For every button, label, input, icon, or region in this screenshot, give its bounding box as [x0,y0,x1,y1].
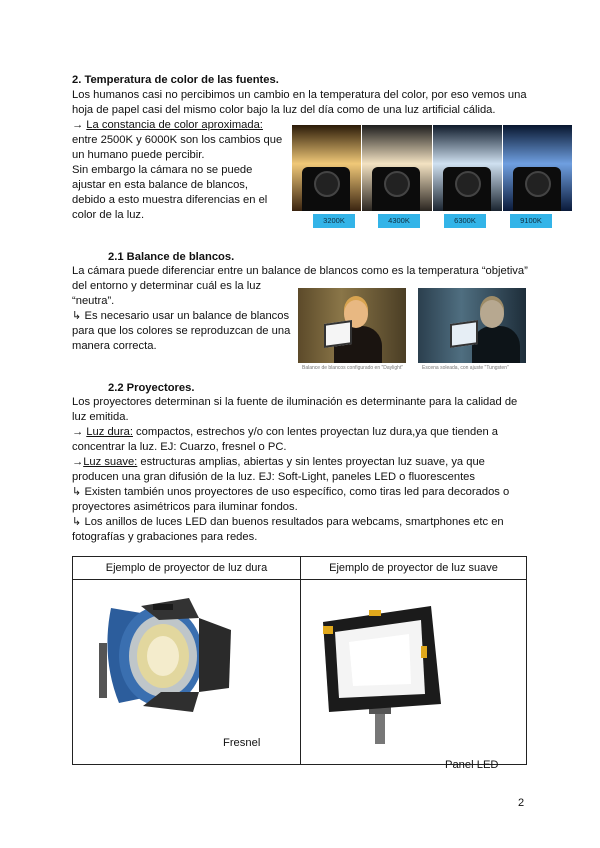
photo-daylight-balance [298,288,406,363]
table-header-soft: Ejemplo de proyector de luz suave [301,557,527,580]
paragraph-line: Los proyectores determinan si la fuente de iluminación es determinante para la calidad de [72,396,518,408]
bullet-label: La constancia de color aproximada: [86,119,263,131]
ct-label-6300: 6300K [444,214,486,228]
ct-label-9100: 9100K [510,214,552,228]
paragraph-line: Los humanos casi no percibimos un cambio en la temperatura del color, por eso vemos una [72,89,527,101]
section-heading-white-balance: 2.1 Balance de blancos. [108,251,235,263]
fresnel-light-image [81,588,241,728]
paragraph-line: debido a esto muestra diferencias en el [72,194,268,206]
paragraph-line: producen una gran difusión de la luz. EJ: Soft-Light, paneles LED o fluorescentes [72,471,476,483]
paragraph-line: color de la luz. [72,209,145,221]
paragraph-line: La cámara puede diferenciar entre un balance de blancos como es la temperatura “objetiva” [72,265,528,277]
ct-panel-9100 [503,125,572,211]
ct-label-4300: 4300K [378,214,420,228]
color-temperature-image [292,125,572,211]
arrow-glyph: → [72,456,84,468]
arrow-glyph: → [72,426,87,438]
paragraph-line: ajustar en esta balance de blancos, [72,179,249,191]
ct-label-3200: 3200K [313,214,355,228]
soft-light-label: Luz suave: [83,456,138,468]
paragraph-line: hoja de papel casi del mismo color bajo la luz del día como de una luz artificial cálida. [72,104,496,116]
paragraph-line: del entorno y determinar cuál es la luz [72,280,262,292]
table-cell-led-panel [301,580,527,771]
table-cell-fresnel [73,580,301,765]
bullet-soft-light [72,455,485,470]
paragraph-line: proyectores asimétricos para iluminar fondos. [72,501,298,513]
paragraph-line: ↳ Existen también unos proyectores de uso específico, como tiras led para decorados o [72,486,510,498]
photo-tungsten-balance [418,288,526,363]
paragraph-line: “neutra”. [72,295,115,307]
page-number: 2 [518,797,525,809]
ct-panel-3200 [292,125,362,211]
hard-light-text: compactos, estrechos y/o con lentes proyectan luz dura,ya que tienden a [132,426,499,438]
bullet-color-constancy [72,118,263,133]
paragraph-line: Sin embargo la cámara no se puede [72,164,253,176]
led-panel-image [309,586,449,746]
section-heading-projectors: 2.2 Proyectores. [108,382,195,394]
table-header-hard: Ejemplo de proyector de luz dura [73,557,301,580]
section-heading-temperature: 2. Temperatura de color de las fuentes. [72,74,279,86]
photo-caption-right: Escena soleada, con ajuste "Tungsten" [422,365,509,371]
fresnel-caption: Fresnel [223,737,261,749]
projector-examples-table [72,556,527,771]
paragraph-line: para que los colores se reproduzcan de una [72,325,291,337]
paragraph-line: un humano puede percibir. [72,149,205,161]
paragraph-line: manera correcta. [72,340,157,352]
hard-light-label: Luz dura: [86,426,133,438]
paragraph-line: fotografías y grabaciones para redes. [72,531,258,543]
paragraph-line: concentrar la luz. EJ: Cuarzo, fresnel o PC. [72,441,287,453]
arrow-glyph: → [72,119,87,131]
paragraph-line: luz emitida. [72,411,129,423]
paragraph-line: entre 2500K y 6000K son los cambios que [72,134,283,146]
soft-light-text: estructuras amplias, abiertas y sin lentes proyectan luz suave, ya que [137,456,485,468]
bullet-hard-light [72,425,498,440]
photo-caption-left: Balance de blancos configurado en "Daylight" [302,365,404,371]
led-panel-caption: Panel LED [445,759,499,771]
ct-panel-4300 [362,125,432,211]
paragraph-line: ↳ Los anillos de luces LED dan buenos resultados para webcams, smartphones etc en [72,516,504,528]
ct-panel-6300 [433,125,503,211]
paragraph-line: ↳ Es necesario usar un balance de blancos [72,310,290,322]
